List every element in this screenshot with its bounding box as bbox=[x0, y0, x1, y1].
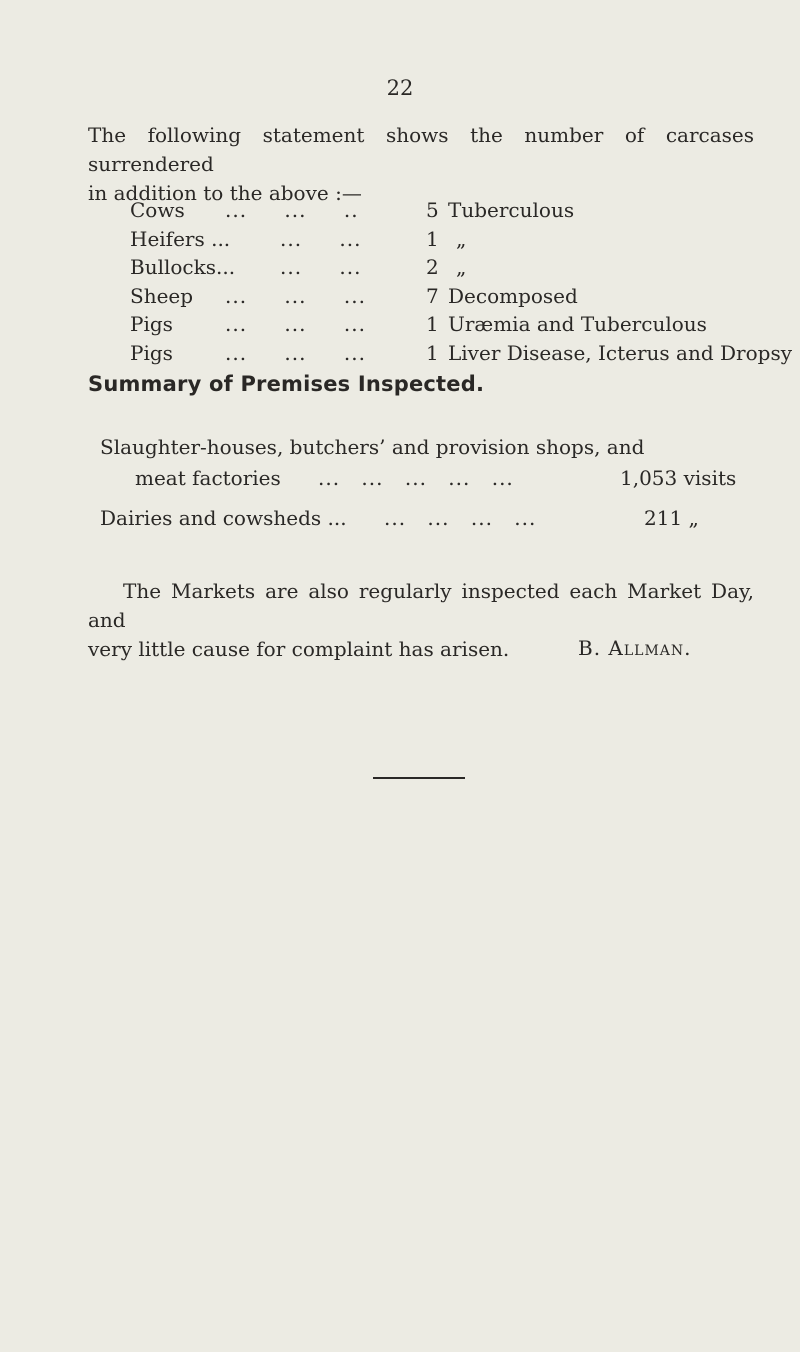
markets-line-1: The Markets are also regularly inspected each Market Day, and bbox=[88, 579, 754, 632]
leader-dots: ... ... bbox=[280, 226, 362, 251]
carcase-condition: Uræmia and Tuberculous bbox=[448, 312, 707, 337]
summary-item-2 bbox=[100, 503, 760, 534]
carcase-row bbox=[130, 282, 770, 311]
leader-dots: ... ... ... bbox=[225, 283, 366, 308]
carcase-condition: Decomposed bbox=[448, 283, 578, 308]
leader-dots: ... ... ... ... ... bbox=[318, 466, 514, 490]
summary-item-1-value: 1,053 visits bbox=[620, 466, 737, 490]
summary-item-1-line-1: Slaughter-houses, butchers’ and provision shops, and bbox=[100, 435, 645, 459]
signature: B. Allman. bbox=[578, 636, 692, 660]
animal-label: Sheep bbox=[130, 283, 194, 308]
carcase-count: 5 bbox=[426, 198, 439, 222]
carcase-condition: Tuberculous bbox=[448, 198, 575, 222]
divider-rule bbox=[373, 777, 465, 779]
summary-item-1-label: meat factories bbox=[135, 466, 281, 490]
intro-paragraph bbox=[88, 121, 754, 208]
carcase-row bbox=[130, 253, 770, 282]
animal-label: Cows bbox=[130, 198, 185, 222]
animal-label: Pigs bbox=[130, 312, 173, 337]
carcase-row bbox=[130, 339, 793, 368]
animal-label: Heifers ... bbox=[130, 226, 231, 251]
leader-dots: ... ... ... bbox=[225, 340, 366, 365]
intro-line-2: in addition to the above :— bbox=[88, 181, 362, 205]
summary-item-2-label: Dairies and cowsheds ... bbox=[100, 506, 347, 530]
summary-item-2-value: 211 „ bbox=[644, 506, 699, 530]
summary-list bbox=[100, 432, 760, 534]
animal-label: Pigs bbox=[130, 340, 173, 365]
carcase-count: 7 bbox=[426, 283, 439, 308]
animal-label: Bullocks... bbox=[130, 255, 236, 280]
carcase-count: 2 bbox=[426, 255, 439, 280]
carcase-row bbox=[130, 225, 770, 254]
leader-dots: ... ... ... ... bbox=[384, 506, 537, 530]
summary-item-1-line-2 bbox=[100, 463, 760, 494]
carcase-count: 1 bbox=[426, 226, 439, 251]
carcase-condition: Liver Disease, Icterus and Dropsy bbox=[448, 340, 793, 365]
leader-dots: ... ... .. bbox=[225, 198, 359, 222]
carcase-condition: „ bbox=[456, 226, 467, 251]
summary-heading: Summary of Premises Inspected. bbox=[88, 372, 485, 396]
carcase-row bbox=[130, 310, 770, 339]
markets-line-2: very little cause for complaint has arisen. bbox=[88, 637, 510, 661]
intro-line-1: The following statement shows the number of carcases surrendered bbox=[88, 123, 754, 176]
carcase-count: 1 bbox=[426, 312, 439, 337]
carcase-row bbox=[130, 196, 770, 225]
page-number: 22 bbox=[386, 76, 414, 100]
carcase-count: 1 bbox=[426, 340, 439, 365]
carcases-table bbox=[130, 196, 793, 368]
leader-dots: ... ... ... bbox=[225, 312, 366, 337]
leader-dots: ... ... bbox=[280, 255, 362, 280]
carcase-condition: „ bbox=[456, 255, 467, 280]
